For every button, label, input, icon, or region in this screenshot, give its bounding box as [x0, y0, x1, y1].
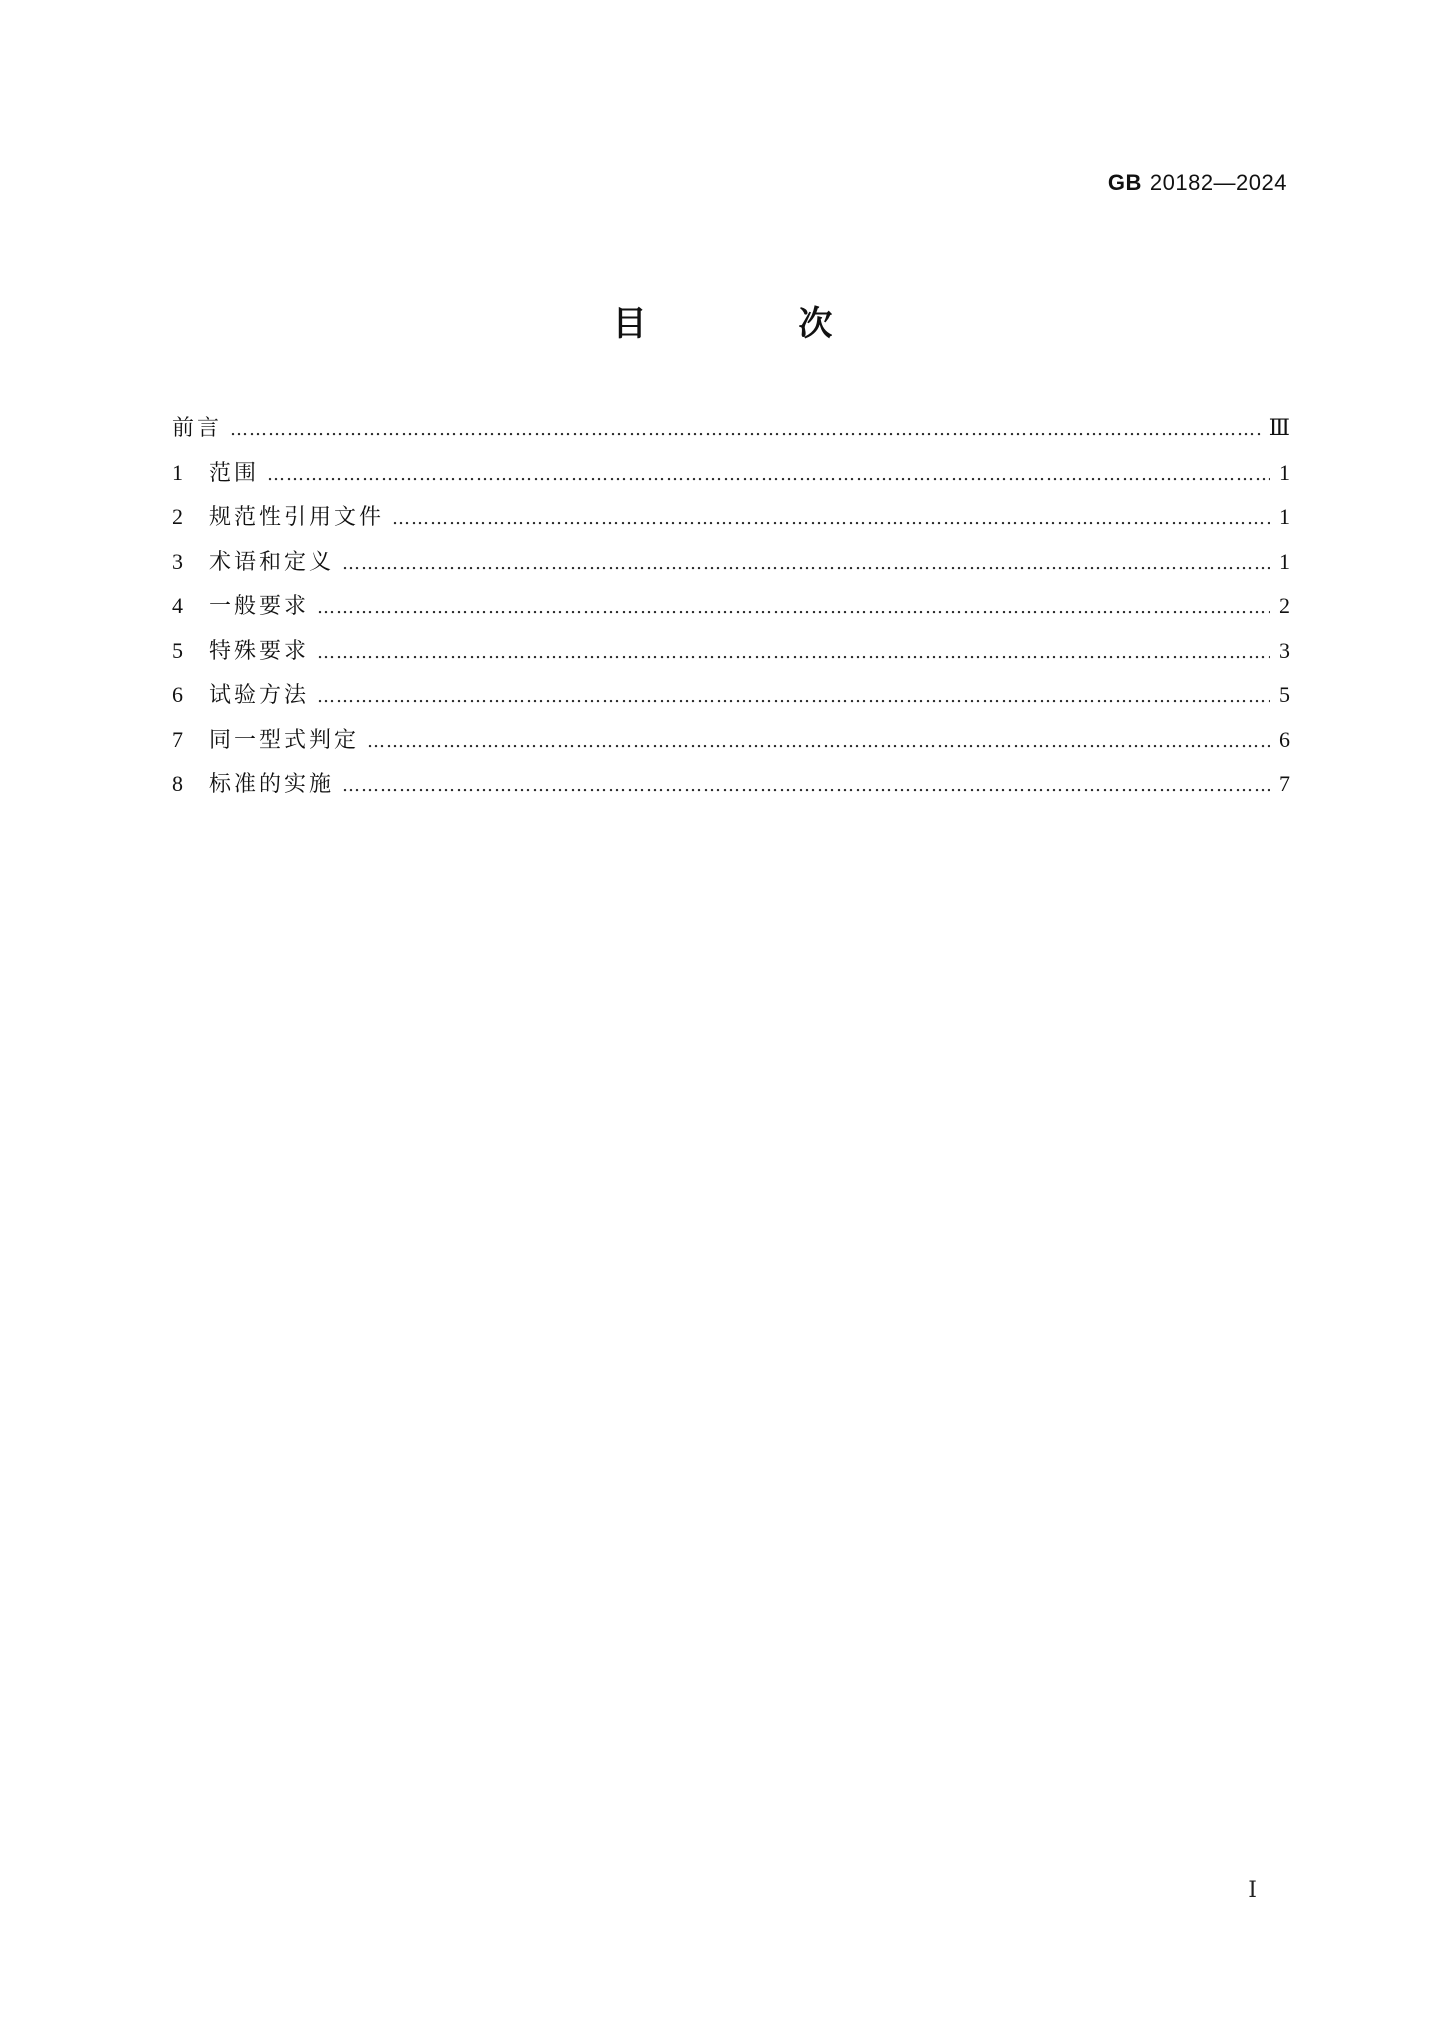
toc-entry-test-methods[interactable]: [172, 681, 1290, 726]
toc-entry-number: 8: [172, 771, 183, 796]
toc-entry-page: 3: [1279, 637, 1290, 663]
toc-entry-label: 术语和定义: [209, 549, 335, 575]
toc-entry-general-requirements[interactable]: [172, 592, 1290, 637]
toc-leader-dots: [392, 505, 1270, 533]
toc-entry-label: 标准的实施: [209, 772, 335, 797]
toc-entry-label: 同一型式判定: [209, 727, 360, 753]
toc-entry-terms-definitions[interactable]: [172, 548, 1290, 593]
toc-leader-dots: [367, 728, 1270, 756]
toc-entry-number: 1: [172, 459, 183, 485]
toc-entry-page: 1: [1279, 459, 1290, 485]
toc-entry-number: 5: [172, 637, 183, 663]
toc-leader-dots: [317, 594, 1270, 622]
toc-entry-label: 试验方法: [209, 683, 310, 708]
toc-entry-number: 6: [172, 682, 183, 707]
table-of-contents: [172, 414, 1290, 815]
toc-leader-dots: [267, 461, 1270, 489]
toc-entry-label: 一般要求: [209, 594, 310, 619]
page-title: 目 次: [612, 304, 903, 344]
toc-leader-dots: [317, 683, 1270, 711]
toc-leader-dots: [342, 772, 1270, 800]
toc-entry-label: 范围: [209, 460, 260, 486]
toc-entry-page: 5: [1279, 682, 1290, 707]
toc-leader-dots: [342, 550, 1270, 578]
toc-entry-page: 1: [1279, 504, 1290, 529]
toc-leader-dots: [230, 416, 1263, 444]
toc-entry-label: 特殊要求: [209, 638, 310, 664]
toc-entry-number: 7: [172, 726, 183, 752]
toc-entry-normative-references[interactable]: [172, 503, 1290, 548]
toc-leader-dots: [317, 639, 1270, 667]
toc-entry-page: 6: [1279, 726, 1290, 752]
toc-entry-foreword[interactable]: [172, 414, 1290, 459]
toc-entry-label: 前言: [172, 416, 223, 441]
standard-code: [1108, 170, 1287, 196]
standard-prefix: GB: [1107, 170, 1142, 195]
standard-number: 20182—2024: [1149, 170, 1287, 195]
toc-entry-special-requirements[interactable]: [172, 637, 1290, 682]
toc-entry-page: 7: [1279, 771, 1290, 796]
toc-entry-number: 4: [172, 593, 183, 618]
toc-entry-page: 2: [1279, 593, 1290, 618]
toc-entry-implementation[interactable]: [172, 770, 1290, 815]
toc-entry-number: 3: [172, 548, 183, 574]
toc-entry-type-determination[interactable]: [172, 726, 1290, 771]
toc-entry-page: Ⅲ: [1268, 415, 1290, 440]
page-number: Ⅰ: [1248, 1877, 1257, 1902]
toc-entry-number: 2: [172, 504, 183, 529]
toc-entry-page: 1: [1279, 548, 1290, 574]
toc-entry-label: 规范性引用文件: [209, 505, 385, 530]
toc-entry-scope[interactable]: [172, 459, 1290, 504]
